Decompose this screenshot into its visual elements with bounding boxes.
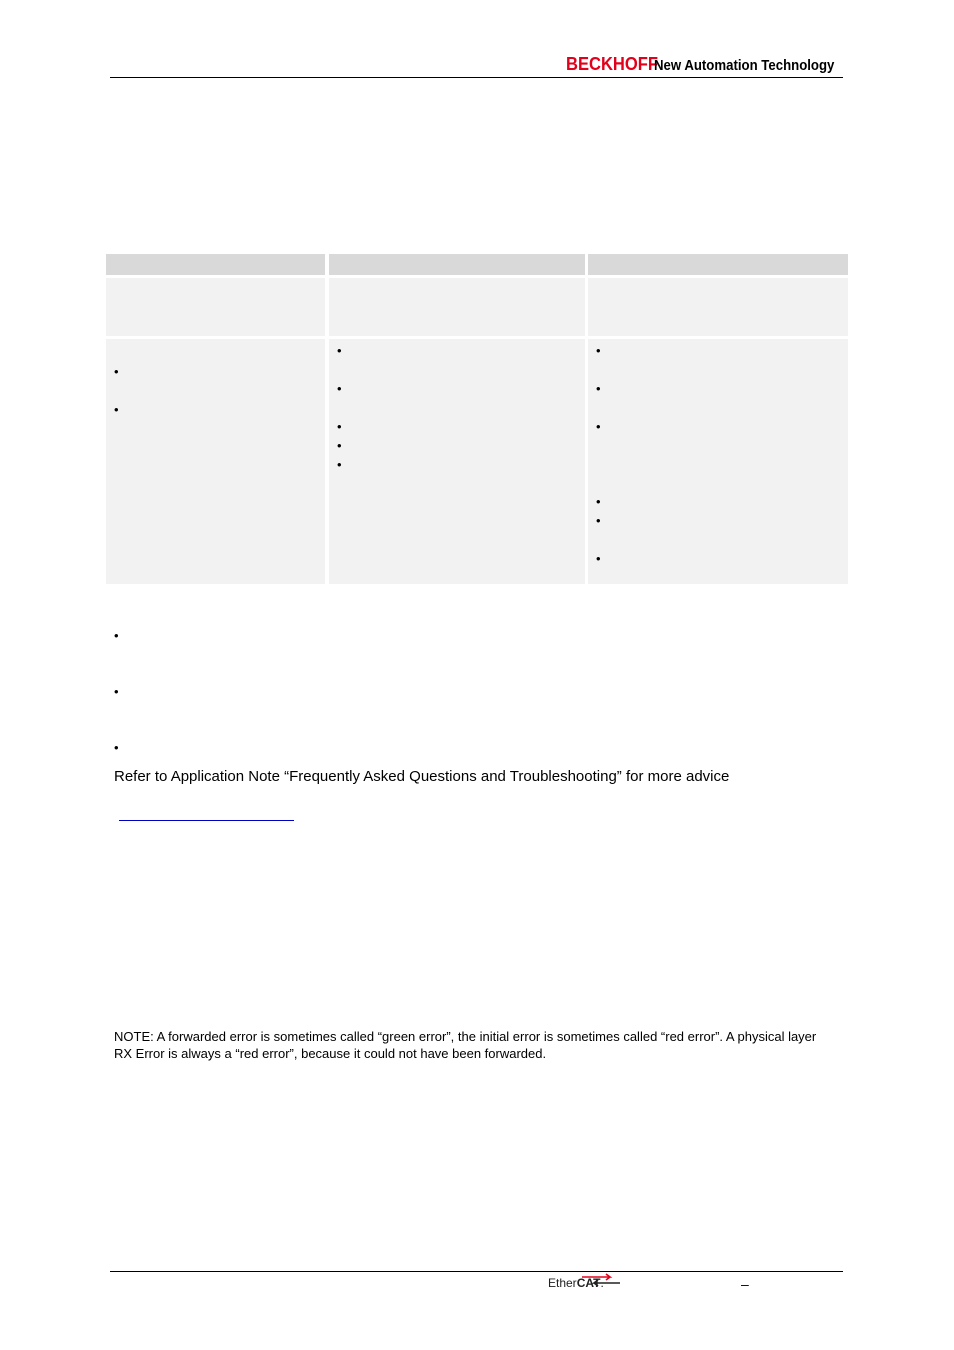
bullet-icon: • [114,402,119,417]
table-cell [588,339,848,584]
page-number-separator: – [741,1276,749,1292]
table-cell [329,339,585,584]
table-cell [106,339,325,584]
bullet-icon: • [596,381,601,396]
bullet-icon: • [114,684,119,699]
bullet-icon: • [596,343,601,358]
table-header-cell [106,254,325,275]
table-cell [588,278,848,336]
logo-mark: . [600,1276,604,1290]
table-cell [329,278,585,336]
bullet-icon: • [114,628,119,643]
table-header-cell [329,254,585,275]
logo-tagline: New Automation Technology [654,57,835,74]
table-cell [106,278,325,336]
logo-brand: BECKHOFF [566,54,658,74]
bullet-icon: • [596,513,601,528]
note-paragraph: NOTE: A forwarded error is sometimes called “green error”, the initial error is sometimes called “red error”. A physical layer RX Error is always a “red error”, because it could not have been forwarded. [114,1029,817,1061]
ethercat-arrow-icon [580,1273,622,1287]
bullet-icon: • [337,381,342,396]
logo-cat: CAT [576,1276,601,1290]
bullet-icon: • [337,343,342,358]
bullet-icon: • [337,419,342,434]
refer-application-note-text: Refer to Application Note “Frequently Asked Questions and Troubleshooting” for more advice [114,768,730,785]
bullet-icon: • [596,494,601,509]
beckhoff-logo [566,54,835,75]
hyperlink-underline[interactable] [119,820,294,821]
bullet-icon: • [337,438,342,453]
bullet-icon: • [337,457,342,472]
header-rule [110,77,843,78]
bullet-icon: • [596,419,601,434]
bullet-icon: • [596,551,601,566]
bullet-icon: • [114,364,119,379]
bullet-icon: • [114,740,119,755]
logo-ether: Ether [548,1276,577,1290]
footer-rule [110,1271,843,1272]
table-header-cell [588,254,848,275]
